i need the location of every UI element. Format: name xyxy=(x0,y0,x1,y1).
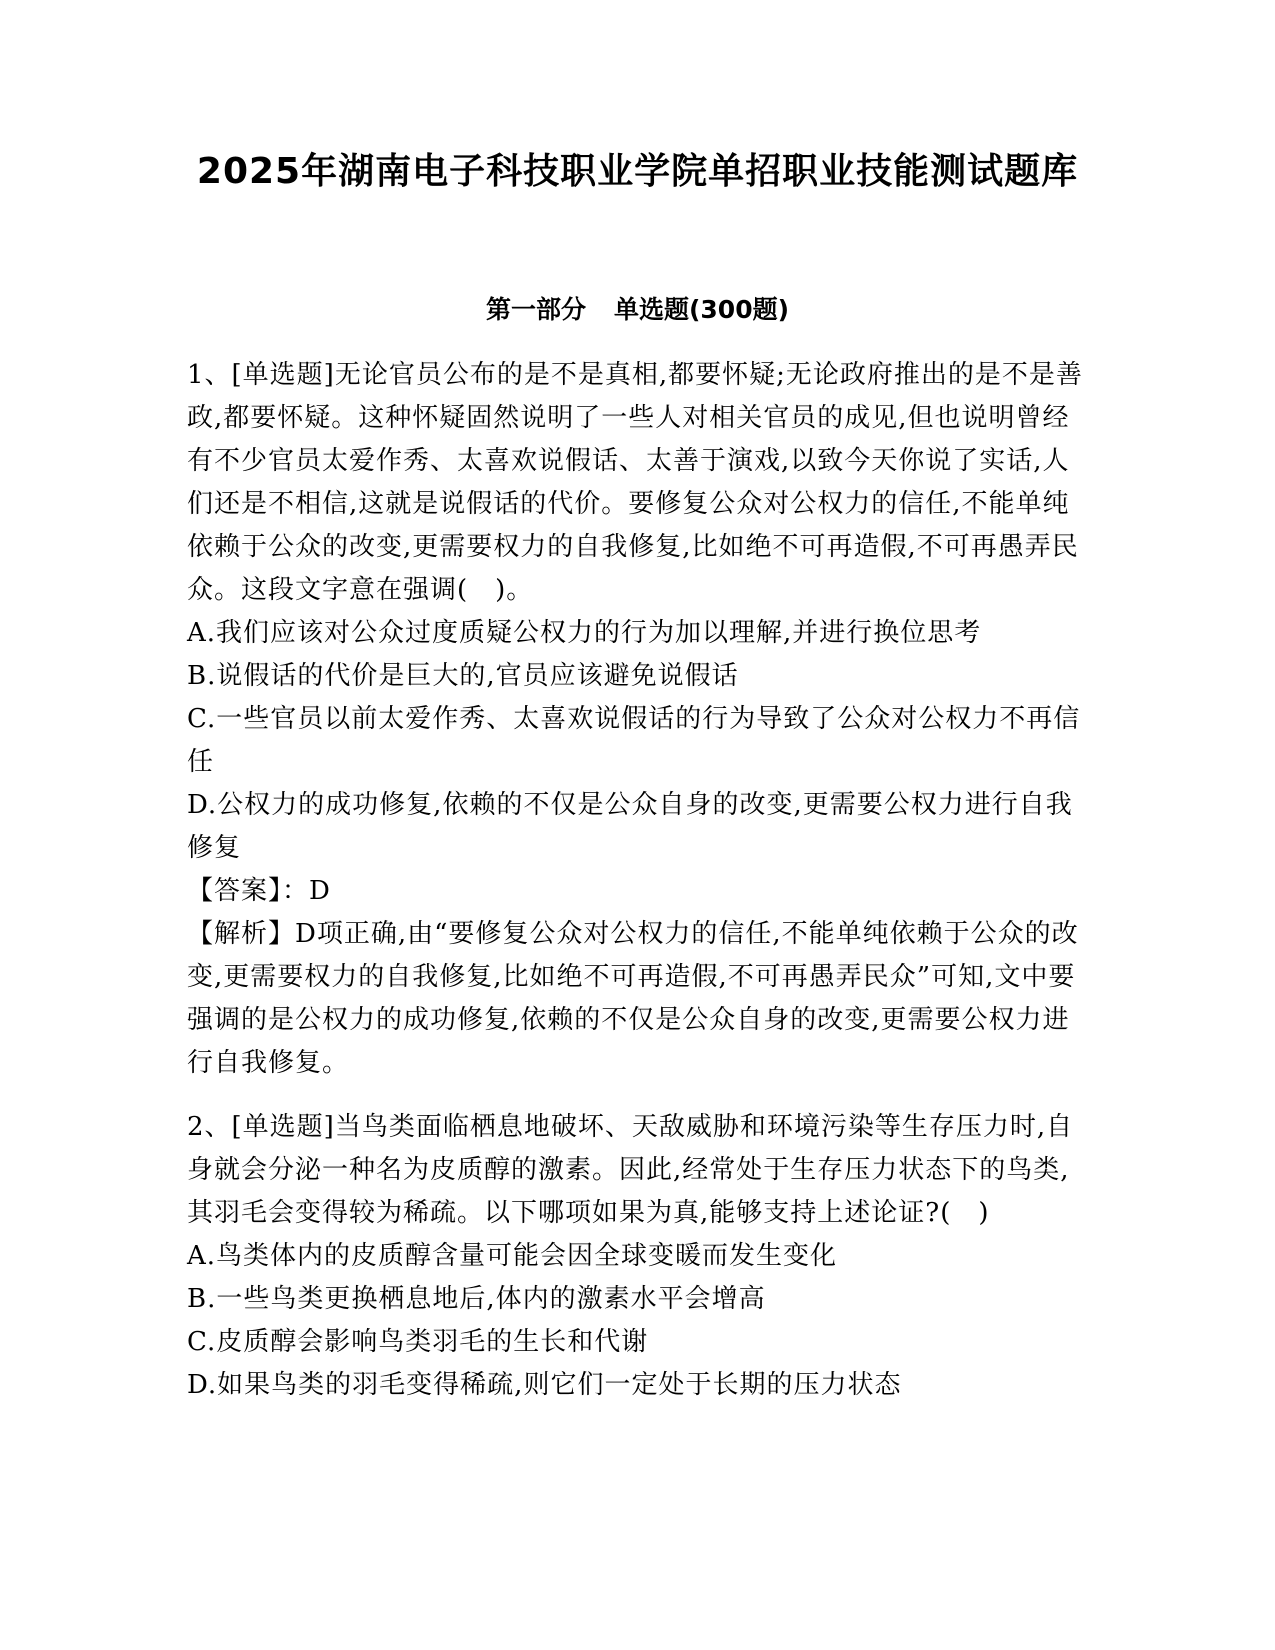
question-2 xyxy=(187,1106,1087,1407)
section-name-label: 单选题(300题) xyxy=(613,295,790,324)
analysis-paragraph: 【解析】D项正确,由“要修复公众对公权力的信任,不能单纯依赖于公众的改变,更需要权力的自我修复,比如绝不可再造假,不可再愚弄民众”可知,文中要强调的是公权力的成功修复,依赖的不仅是公众自身的改变,更需要公权力进行自我修复。 xyxy=(187,919,1079,1078)
option-c: C.一些官员以前太爱作秀、太喜欢说假话的行为导致了公众对公权力不再信任 xyxy=(187,704,1081,777)
option-c: C.皮质醇会影响鸟类羽毛的生长和代谢 xyxy=(187,1327,649,1357)
option-a: A.鸟类体内的皮质醇含量可能会因全球变暖而发生变化 xyxy=(187,1241,838,1271)
document-title: 2025年湖南电子科技职业学院单招职业技能测试题库 xyxy=(196,151,1079,192)
question-stem: 1、[单选题]无论官员公布的是不是真相,都要怀疑;无论政府推出的是不是善政,都要怀疑。这种怀疑固然说明了一些人对相关官员的成见,但也说明曾经有不少官员太爱作秀、太喜欢说假话、太善于演戏,以致今天你说了实话,人们还是不相信,这就是说假话的代价。要修复公众对公权力的信任,不能单纯依赖于公众的改变,更需要权力的自我修复,比如绝不可再造假,不可再愚弄民众。这段文字意在强调( )。 xyxy=(187,360,1083,605)
option-d: D.公权力的成功修复,依赖的不仅是公众自身的改变,更需要公权力进行自我修复 xyxy=(187,790,1073,863)
question-list xyxy=(187,354,1087,1428)
section-heading xyxy=(0,292,1275,328)
option-b: B.说假话的代价是巨大的,官员应该避免说假话 xyxy=(187,661,739,691)
option-b: B.一些鸟类更换栖息地后,体内的激素水平会增高 xyxy=(187,1284,766,1314)
answer-line: 【答案】：D xyxy=(187,876,331,906)
section-part-label: 第一部分 xyxy=(485,295,586,324)
question-stem: 2、[单选题]当鸟类面临栖息地破坏、天敌威胁和环境污染等生存压力时,自身就会分泌一种名为皮质醇的激素。因此,经常处于生存压力状态下的鸟类,其羽毛会变得较为稀疏。以下哪项如果为真,能够支持上述论证?( ) xyxy=(187,1112,1074,1228)
option-d: D.如果鸟类的羽毛变得稀疏,则它们一定处于长期的压力状态 xyxy=(187,1370,902,1400)
option-a: A.我们应该对公众过度质疑公权力的行为加以理解,并进行换位思考 xyxy=(187,618,982,648)
question-1 xyxy=(187,354,1087,1085)
